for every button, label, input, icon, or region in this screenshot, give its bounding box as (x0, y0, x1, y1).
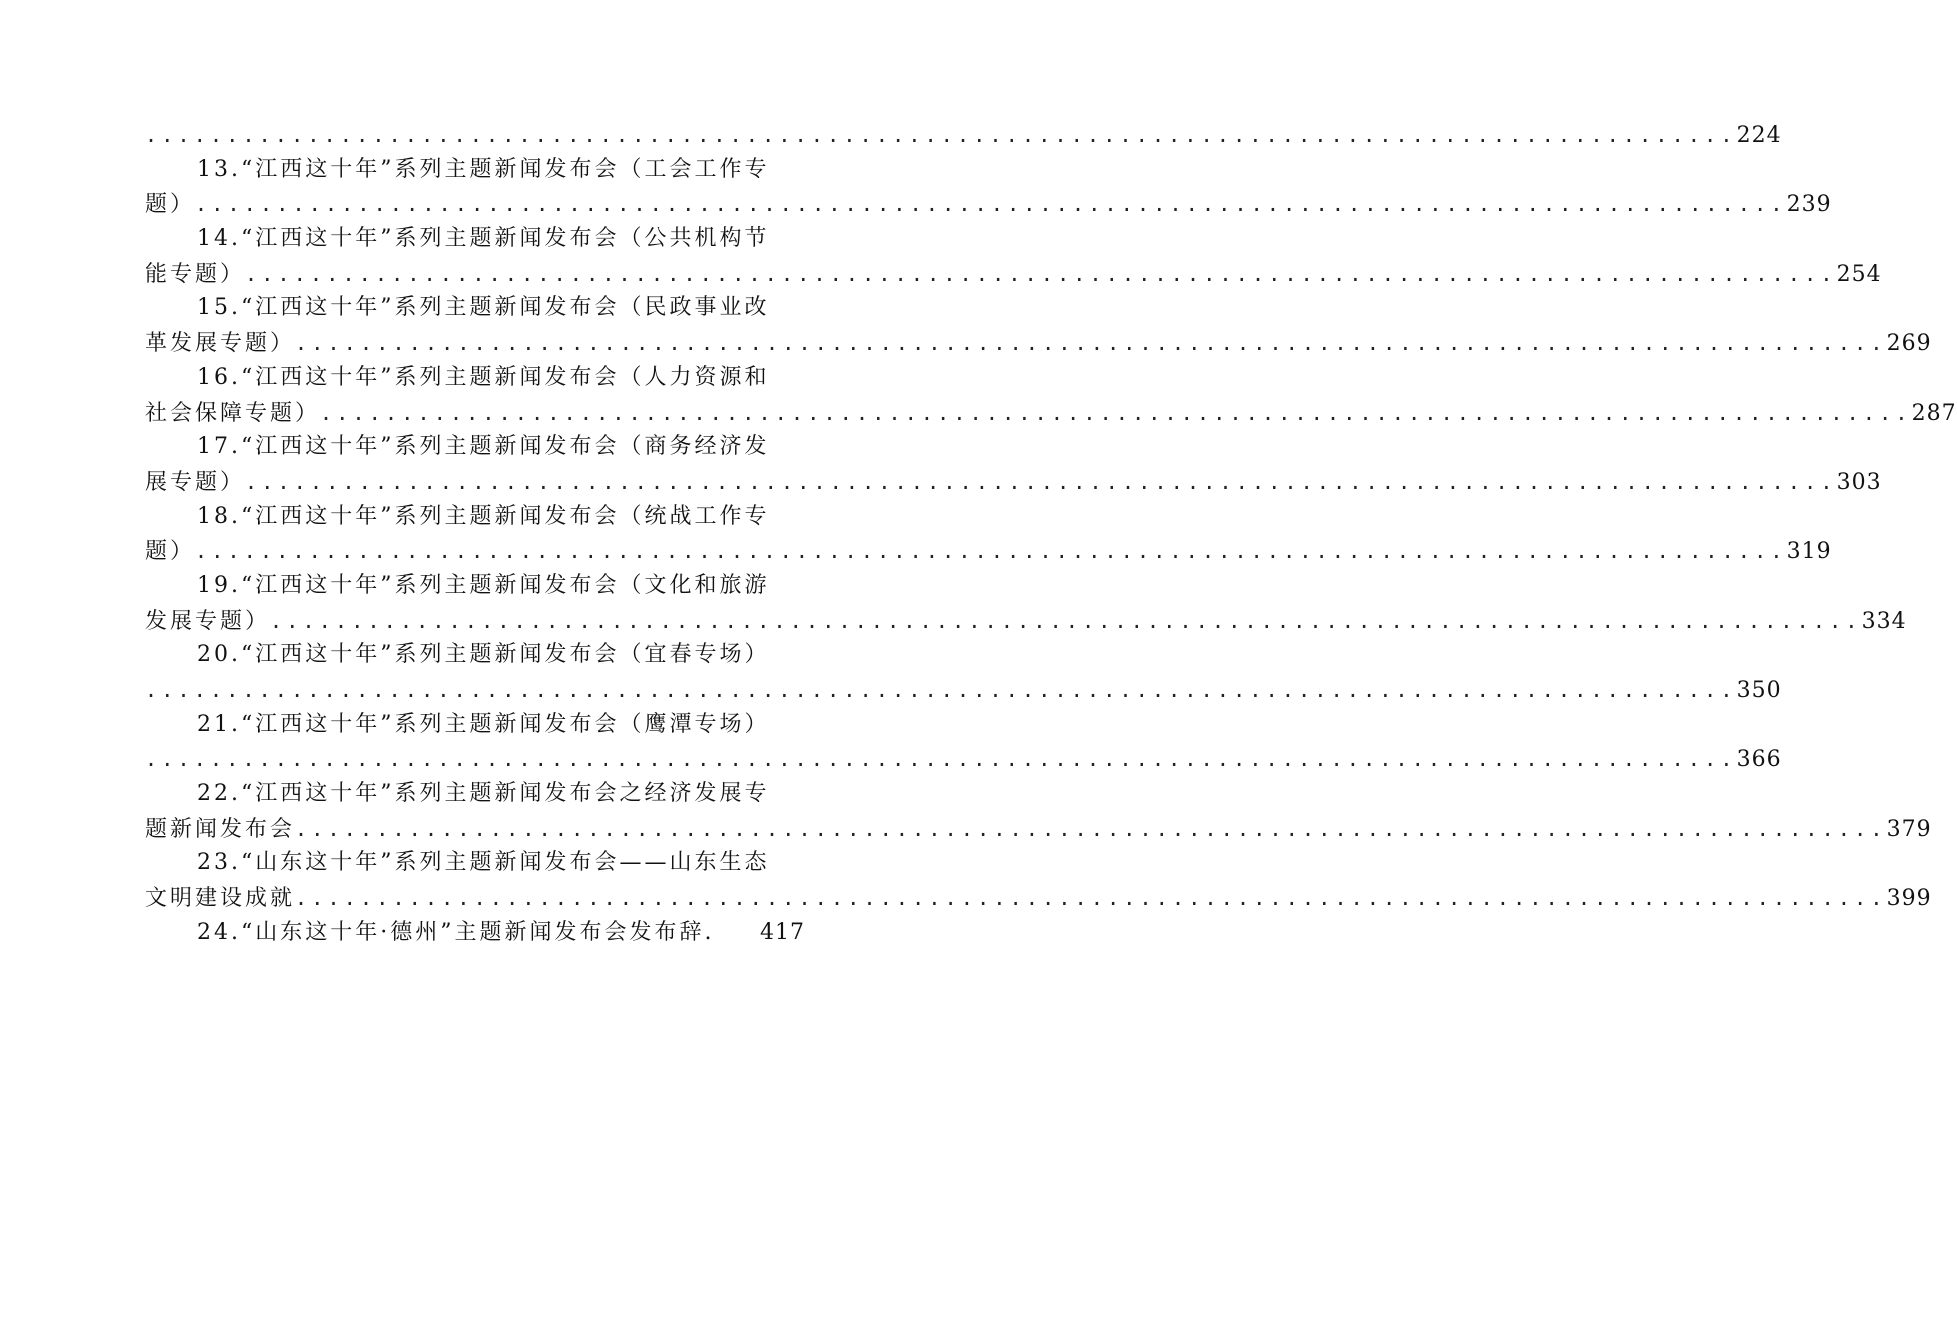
toc-entry-title[interactable]: 14.“江西这十年”系列主题新闻发布会（公共机构节 (197, 226, 770, 252)
toc-entry-19-title[interactable] (145, 569, 805, 604)
dot-leader: .................................................................................................. (145, 123, 1737, 147)
toc-entry-title[interactable]: 16.“江西这十年”系列主题新闻发布会（人力资源和 (197, 364, 770, 390)
toc-entry-23-title[interactable] (145, 846, 805, 881)
dot-leader: .................................................................................................. (145, 747, 1737, 772)
page-number[interactable]: 269 (1886, 331, 1932, 357)
toc-entry-17-title[interactable] (145, 430, 805, 465)
toc-entry-title-tail: 题） (145, 192, 196, 218)
dot-leader: .................................................................................................. (320, 400, 1912, 425)
page-number[interactable]: 399 (1886, 886, 1932, 912)
toc-entry-title[interactable]: 13.“江西这十年”系列主题新闻发布会（工会工作专 (197, 156, 770, 182)
toc-entry-title-tail: 革发展专题） (145, 331, 296, 357)
dot-leader: .................................................................................................. (195, 539, 1787, 564)
toc-entry-title[interactable]: 18.“江西这十年”系列主题新闻发布会（统战工作专 (197, 503, 770, 529)
toc-entry-21-title[interactable] (145, 708, 805, 743)
toc-entry-24[interactable] (145, 916, 805, 951)
dot-leader: .................................................................................................. (245, 469, 1837, 494)
toc-entry-title-tail: 发展专题） (145, 608, 271, 634)
dot-leader: .................................................................................................. (145, 678, 1737, 702)
toc-entry-title[interactable]: 21.“江西这十年”系列主题新闻发布会（鹰潭专场） (197, 711, 770, 737)
page-number[interactable]: 303 (1836, 469, 1882, 495)
toc-entry-22-title[interactable] (145, 777, 805, 812)
toc-entry-17-tail[interactable] (145, 465, 1882, 500)
toc-entry-14-tail[interactable] (145, 257, 1882, 292)
toc-entry-16-tail[interactable] (145, 396, 1957, 431)
dot-leader: .................................................................................................. (245, 261, 1837, 286)
toc-entry-22-tail[interactable] (145, 812, 1932, 847)
toc-entry-title-tail: 能专题） (145, 261, 246, 287)
toc-entry-15-tail[interactable] (145, 326, 1932, 361)
toc-entry-title-tail: 社会保障专题） (145, 400, 321, 426)
toc-entry-15-title[interactable] (145, 291, 805, 326)
toc-entry-title[interactable]: 23.“山东这十年”系列主题新闻发布会——山东生态 (197, 850, 770, 876)
toc-entry-title[interactable]: 19.“江西这十年”系列主题新闻发布会（文化和旅游 (197, 572, 770, 598)
toc-entry-title[interactable]: 22.“江西这十年”系列主题新闻发布会之经济发展专 (197, 781, 770, 807)
toc-entry-14-title[interactable] (145, 222, 805, 257)
toc-entry-16-title[interactable] (145, 361, 805, 396)
page-number[interactable]: 319 (1786, 539, 1832, 565)
page-number[interactable]: 366 (1736, 747, 1782, 773)
toc-entry-13-tail[interactable] (145, 187, 1832, 222)
toc-entry-title[interactable]: 15.“江西这十年”系列主题新闻发布会（民政事业改 (197, 295, 770, 321)
toc-entry-13-title[interactable] (145, 153, 805, 188)
dot-leader: .................................................................................................. (195, 192, 1787, 217)
page-number[interactable]: 334 (1861, 608, 1907, 634)
toc-entry-title-tail: 文明建设成就 (145, 886, 296, 912)
toc-entry-21-tail[interactable] (145, 742, 1782, 777)
toc-entry-19-tail[interactable] (145, 604, 1907, 639)
toc-entry-20-title[interactable] (145, 638, 805, 673)
page-number[interactable]: 417 (760, 919, 805, 945)
toc-entry-title[interactable]: 20.“江西这十年”系列主题新闻发布会（宜春专场） (197, 642, 770, 668)
table-of-contents (145, 118, 1957, 951)
dot-leader: .................................................................................................. (295, 331, 1887, 356)
toc-entry-18-title[interactable] (145, 500, 805, 535)
dot-leader: .................................................................................................. (295, 816, 1887, 841)
page-number[interactable]: 350 (1736, 678, 1782, 703)
toc-entry-title-tail: 题） (145, 539, 196, 565)
page-number[interactable]: 254 (1836, 261, 1882, 287)
page-number[interactable]: 287 (1911, 400, 1957, 426)
toc-entry-20-tail[interactable] (145, 673, 1782, 708)
page-number[interactable]: 239 (1786, 192, 1832, 218)
page-number[interactable]: 379 (1886, 816, 1932, 842)
toc-entry-title-tail: 展专题） (145, 469, 246, 495)
toc-entry-title-tail: 题新闻发布会 (145, 816, 296, 842)
toc-entry-23-tail[interactable] (145, 881, 1932, 916)
toc-entry-title[interactable]: 24.“山东这十年·德州”主题新闻发布会发布辞. (197, 919, 715, 945)
page-number[interactable]: 224 (1736, 123, 1782, 148)
dot-leader: .................................................................................................. (295, 886, 1887, 911)
dot-leader: .................................................................................................. (270, 608, 1862, 633)
toc-continuation-line (145, 118, 1782, 153)
toc-entry-18-tail[interactable] (145, 534, 1832, 569)
toc-entry-title[interactable]: 17.“江西这十年”系列主题新闻发布会（商务经济发 (197, 434, 770, 460)
